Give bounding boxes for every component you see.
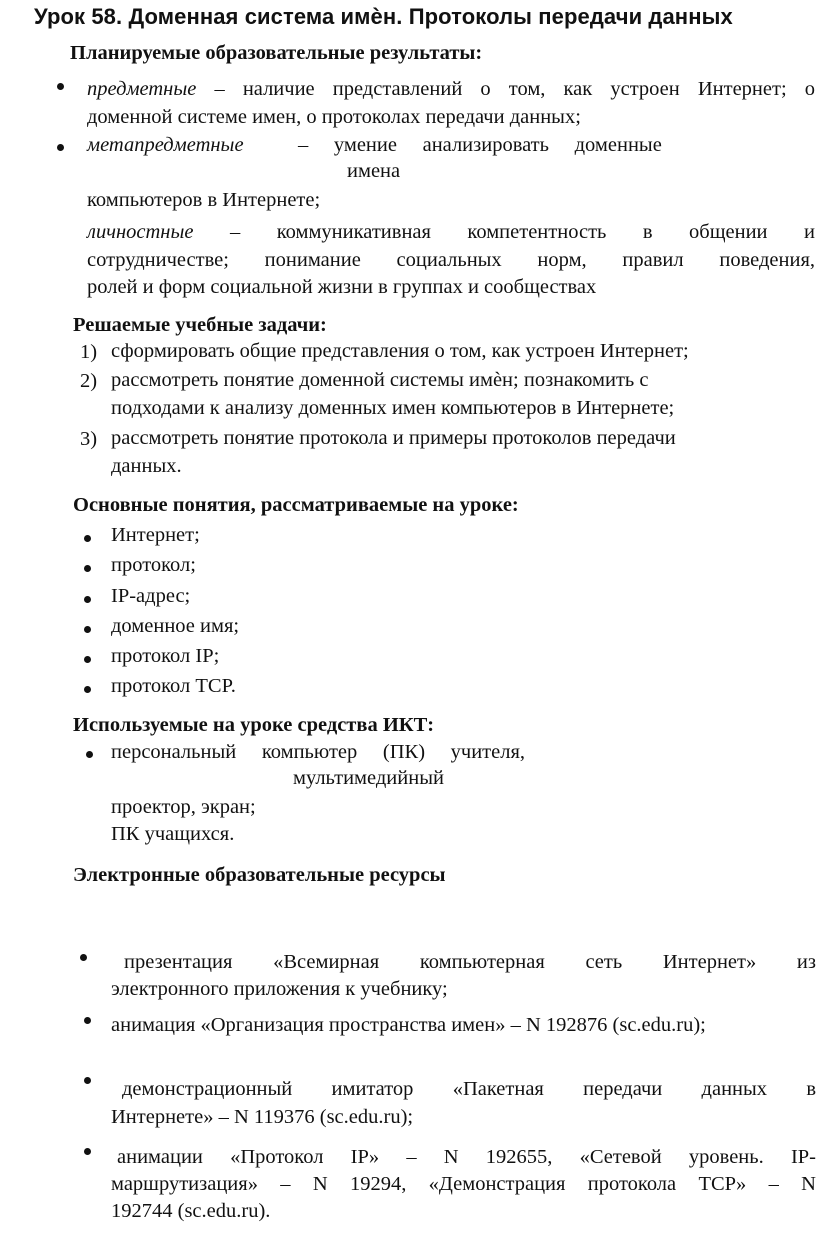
concepts-heading: Основные понятия, рассматриваемые на уроке: [73, 494, 519, 516]
concept-item: Интернет; [111, 524, 200, 546]
resource-4-line-1: анимации «Протокол IP» – N 192655, «Сетевой уровень. IP- [117, 1146, 816, 1168]
personal-results-text-2: сотрудничестве; понимание социальных норм, правил поведения, [87, 249, 815, 271]
task-number: 2) [80, 370, 98, 392]
concept-item: протокол TCP. [111, 675, 236, 697]
resource-3-line-1: демонстрационный имитатор «Пакетная передачи данных в [122, 1078, 816, 1100]
tasks-heading: Решаемые учебные задачи: [73, 314, 327, 336]
ict-heading: Используемые на уроке средства ИКТ: [73, 714, 435, 736]
bullet-icon [57, 144, 64, 151]
bullet-icon [84, 626, 91, 633]
bullet-icon [84, 1148, 91, 1155]
resource-4-line-3: 192744 (sc.edu.ru). [111, 1200, 271, 1222]
task-text: подходами к анализу доменных имен компьютеров в Интернете; [111, 397, 675, 419]
task-text: рассмотреть понятие протокола и примеры протоколов передачи [111, 427, 676, 449]
personal-results-text-3: ролей и форм социальной жизни в группах и сообществах [87, 276, 597, 298]
concept-item: доменное имя; [111, 615, 240, 637]
bullet-icon [57, 83, 64, 90]
task-text: сформировать общие представления о том, как устроен Интернет; [111, 340, 689, 362]
resource-3-line-2: Интернете» – N 119376 (sc.edu.ru); [111, 1106, 414, 1128]
resource-2-line-1: анимация «Организация пространства имен» – N 192876 (sc.edu.ru); [111, 1014, 706, 1036]
bullet-icon [84, 596, 91, 603]
subject-results-text-2: доменной системе имен, о протоколах передачи данных; [87, 106, 581, 128]
bullet-icon [86, 751, 93, 758]
task-number: 3) [80, 428, 98, 450]
concept-item: IP-адрес; [111, 585, 191, 607]
task-text: рассмотреть понятие доменной системы имѐн; познакомить с [111, 369, 649, 391]
personal-results-term: личностные [87, 221, 194, 243]
bullet-icon [84, 1017, 91, 1024]
planned-results-heading: Планируемые образовательные результаты: [70, 42, 483, 64]
personal-results-text-1: – коммуникативная компетентность в общении и [229, 221, 815, 243]
concept-item: протокол; [111, 554, 196, 576]
meta-results-term: метапредметные [87, 134, 244, 156]
bullet-icon [84, 686, 91, 693]
bullet-icon [80, 954, 87, 961]
bullet-icon [84, 535, 91, 542]
resource-4-line-2: маршрутизация» – N 19294, «Демонстрация протокола TCP» – N [111, 1173, 816, 1195]
bullet-icon [84, 1077, 91, 1084]
task-text: данных. [111, 455, 182, 477]
meta-results-text-1: – умение анализировать доменные [298, 134, 662, 156]
page-title: Урок 58. Доменная система имѐн. Протоколы передачи данных [34, 4, 733, 29]
meta-results-text-2: имена [347, 160, 401, 182]
personal-results-line-1 [87, 218, 815, 246]
task-number: 1) [80, 341, 98, 363]
resources-heading: Электронные образовательные ресурсы [73, 864, 446, 886]
bullet-icon [84, 656, 91, 663]
subject-results-term: предметные [87, 78, 197, 100]
subject-results-text-1: – наличие представлений о том, как устроен Интернет; о [214, 78, 816, 100]
subject-results-line-1 [87, 75, 815, 103]
ict-text-1: персональный компьютер (ПК) учителя, [111, 741, 526, 763]
resource-1-line-1: презентация «Всемирная компьютерная сеть Интернет» из [124, 951, 816, 973]
bullet-icon [84, 565, 91, 572]
concept-item: протокол IP; [111, 645, 220, 667]
meta-results-text-3: компьютеров в Интернете; [87, 189, 321, 211]
ict-text-2: мультимедийный [293, 767, 444, 789]
resource-1-line-2: электронного приложения к учебнику; [111, 978, 448, 1000]
ict-text-4: ПК учащихся. [111, 823, 235, 845]
ict-text-3: проектор, экран; [111, 796, 256, 818]
